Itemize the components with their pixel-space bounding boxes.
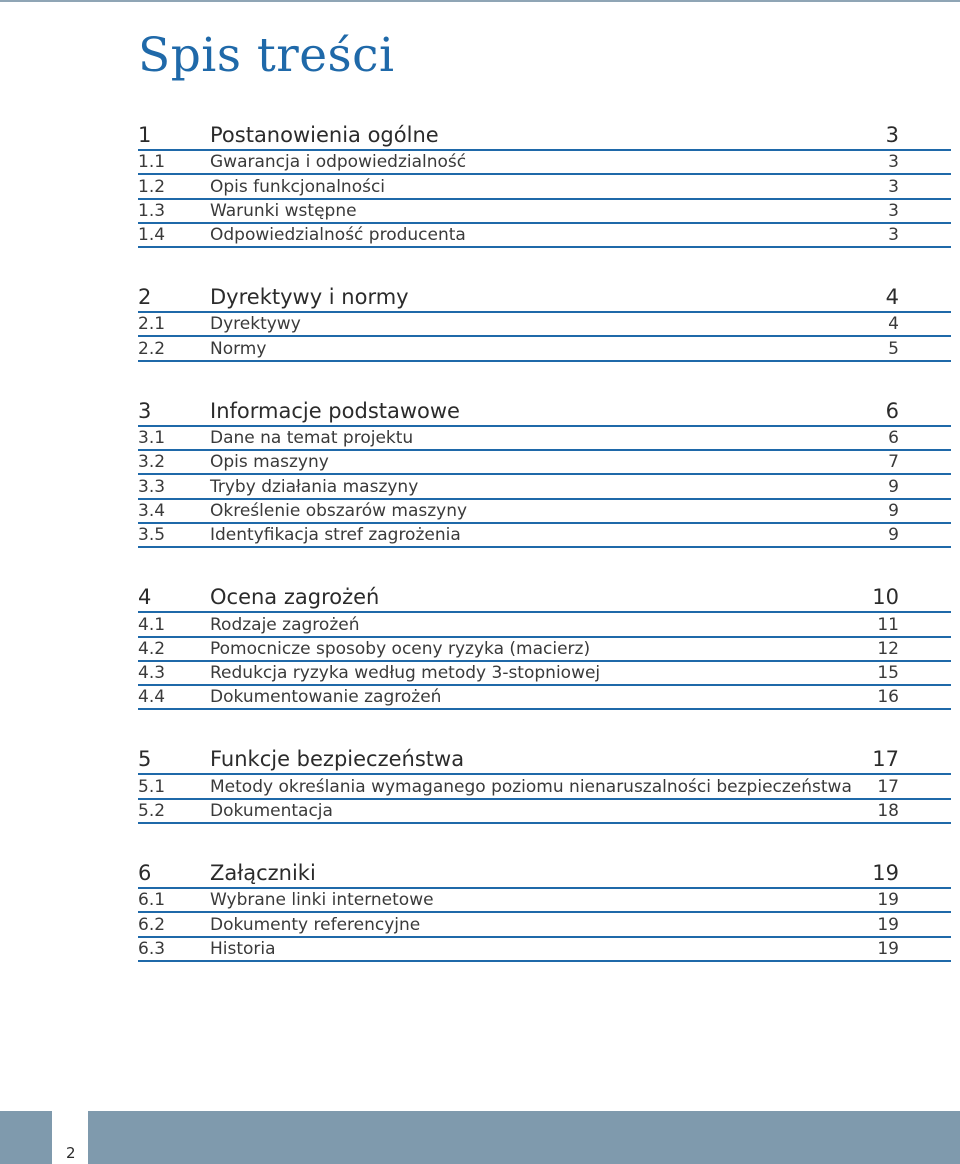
toc-number: 4.1 <box>138 614 166 635</box>
toc-page-number: 3 <box>888 200 899 221</box>
toc-number: 2 <box>138 285 152 310</box>
toc-section <box>138 394 951 548</box>
toc-number: 1 <box>138 123 152 147</box>
toc-page-number: 18 <box>877 801 899 822</box>
toc-title: Opis funkcjonalności <box>210 176 386 197</box>
toc-section-row[interactable] <box>138 394 951 427</box>
toc-title: Informacje podstawowe <box>210 398 460 423</box>
toc-title: Dane na temat projektu <box>210 428 414 449</box>
toc-number: 5 <box>138 747 152 772</box>
toc-title: Redukcja ryzyka według metody 3-stopniowej <box>210 663 601 684</box>
toc-subsection-row[interactable] <box>138 889 951 913</box>
toc-section-row[interactable] <box>138 580 951 613</box>
toc-number: 2.2 <box>138 338 166 359</box>
toc-subsection-row[interactable] <box>138 175 951 199</box>
toc-subsection-row[interactable] <box>138 913 951 937</box>
toc-subsection-row[interactable] <box>138 775 951 799</box>
toc-page-number: 17 <box>877 776 899 797</box>
toc-page-number: 6 <box>885 398 899 423</box>
toc-page-number: 7 <box>888 452 899 473</box>
toc-subsection-row[interactable] <box>138 200 951 224</box>
toc-subsection-row[interactable] <box>138 427 951 451</box>
toc-subsection-row[interactable] <box>138 800 951 824</box>
toc-title: Gwarancja i odpowiedzialność <box>210 152 467 173</box>
toc-title: Wybrane linki internetowe <box>210 890 434 911</box>
toc-subsection-row[interactable] <box>138 151 951 175</box>
toc-subsection-row[interactable] <box>138 638 951 662</box>
toc-subsection-row[interactable] <box>138 475 951 499</box>
toc-title: Identyfikacja stref zagrożenia <box>210 525 461 546</box>
toc-section <box>138 280 951 362</box>
toc-number: 6.2 <box>138 914 166 935</box>
toc-title: Dokumentacja <box>210 801 333 822</box>
toc-page-number: 15 <box>877 663 899 684</box>
toc-page-number: 4 <box>888 314 899 335</box>
toc-number: 6.1 <box>138 890 166 911</box>
toc-page-number: 6 <box>888 428 899 449</box>
toc-title: Dokumenty referencyjne <box>210 914 421 935</box>
toc-number: 4.3 <box>138 663 166 684</box>
toc-page-number: 19 <box>877 938 899 959</box>
toc-page-number: 9 <box>888 476 899 497</box>
toc-page-number: 10 <box>872 585 899 610</box>
toc-number: 4.4 <box>138 687 166 708</box>
top-rule <box>0 0 960 2</box>
toc-title: Określenie obszarów maszyny <box>210 500 468 521</box>
page-title: Spis treści <box>138 28 395 83</box>
toc-page-number: 17 <box>872 747 899 772</box>
toc-number: 5.2 <box>138 801 166 822</box>
table-of-contents <box>138 118 951 994</box>
toc-page-number: 12 <box>877 638 899 659</box>
toc-title: Historia <box>210 938 276 959</box>
toc-page-number: 9 <box>888 500 899 521</box>
toc-subsection-row[interactable] <box>138 524 951 548</box>
toc-subsection-row[interactable] <box>138 224 951 248</box>
toc-section-row[interactable] <box>138 118 951 151</box>
toc-title: Pomocnicze sposoby oceny ryzyka (macierz) <box>210 638 591 659</box>
toc-title: Dyrektywy i normy <box>210 285 409 310</box>
toc-title: Dyrektywy <box>210 314 301 335</box>
toc-page-number: 19 <box>872 861 899 886</box>
toc-page-number: 5 <box>888 338 899 359</box>
toc-number: 1.4 <box>138 225 166 246</box>
toc-section <box>138 118 951 248</box>
toc-number: 1.2 <box>138 176 166 197</box>
toc-title: Warunki wstępne <box>210 200 357 221</box>
toc-subsection-row[interactable] <box>138 500 951 524</box>
toc-number: 6.3 <box>138 938 166 959</box>
toc-section <box>138 742 951 824</box>
toc-number: 3.3 <box>138 476 166 497</box>
toc-number: 3.4 <box>138 500 166 521</box>
toc-number: 2.1 <box>138 314 166 335</box>
toc-title: Tryby działania maszyny <box>210 476 419 497</box>
toc-section-row[interactable] <box>138 280 951 313</box>
toc-number: 4 <box>138 585 152 610</box>
toc-number: 4.2 <box>138 638 166 659</box>
toc-subsection-row[interactable] <box>138 337 951 361</box>
toc-page-number: 3 <box>888 225 899 246</box>
toc-title: Normy <box>210 338 267 359</box>
toc-subsection-row[interactable] <box>138 686 951 710</box>
toc-subsection-row[interactable] <box>138 662 951 686</box>
toc-number: 3.1 <box>138 428 166 449</box>
toc-title: Odpowiedzialność producenta <box>210 225 466 246</box>
toc-section-row[interactable] <box>138 856 951 889</box>
page-number: 2 <box>66 1144 76 1162</box>
toc-section <box>138 580 951 710</box>
toc-number: 1.3 <box>138 200 166 221</box>
toc-page-number: 4 <box>885 285 899 310</box>
toc-title: Rodzaje zagrożeń <box>210 614 360 635</box>
toc-page-number: 3 <box>885 123 899 147</box>
toc-title: Metody określania wymaganego poziomu nienaruszalności bezpieczeństwa <box>210 776 852 797</box>
toc-page-number: 16 <box>877 687 899 708</box>
toc-page-number: 19 <box>877 890 899 911</box>
toc-number: 6 <box>138 861 152 886</box>
toc-number: 3.2 <box>138 452 166 473</box>
toc-section-row[interactable] <box>138 742 951 775</box>
footer-bar <box>0 1111 960 1164</box>
toc-title: Ocena zagrożeń <box>210 585 380 610</box>
toc-title: Funkcje bezpieczeństwa <box>210 747 465 772</box>
toc-section <box>138 856 951 962</box>
toc-title: Postanowienia ogólne <box>210 123 439 147</box>
toc-number: 1.1 <box>138 152 166 173</box>
toc-title: Opis maszyny <box>210 452 329 473</box>
toc-subsection-row[interactable] <box>138 938 951 962</box>
toc-subsection-row[interactable] <box>138 613 951 637</box>
toc-title: Załączniki <box>210 861 316 886</box>
toc-subsection-row[interactable] <box>138 313 951 337</box>
toc-page-number: 19 <box>877 914 899 935</box>
toc-number: 3 <box>138 398 152 423</box>
toc-page-number: 11 <box>877 614 899 635</box>
toc-subsection-row[interactable] <box>138 451 951 475</box>
toc-number: 3.5 <box>138 525 166 546</box>
toc-title: Dokumentowanie zagrożeń <box>210 687 442 708</box>
toc-number: 5.1 <box>138 776 166 797</box>
toc-page-number: 3 <box>888 176 899 197</box>
toc-page-number: 9 <box>888 525 899 546</box>
toc-page-number: 3 <box>888 152 899 173</box>
